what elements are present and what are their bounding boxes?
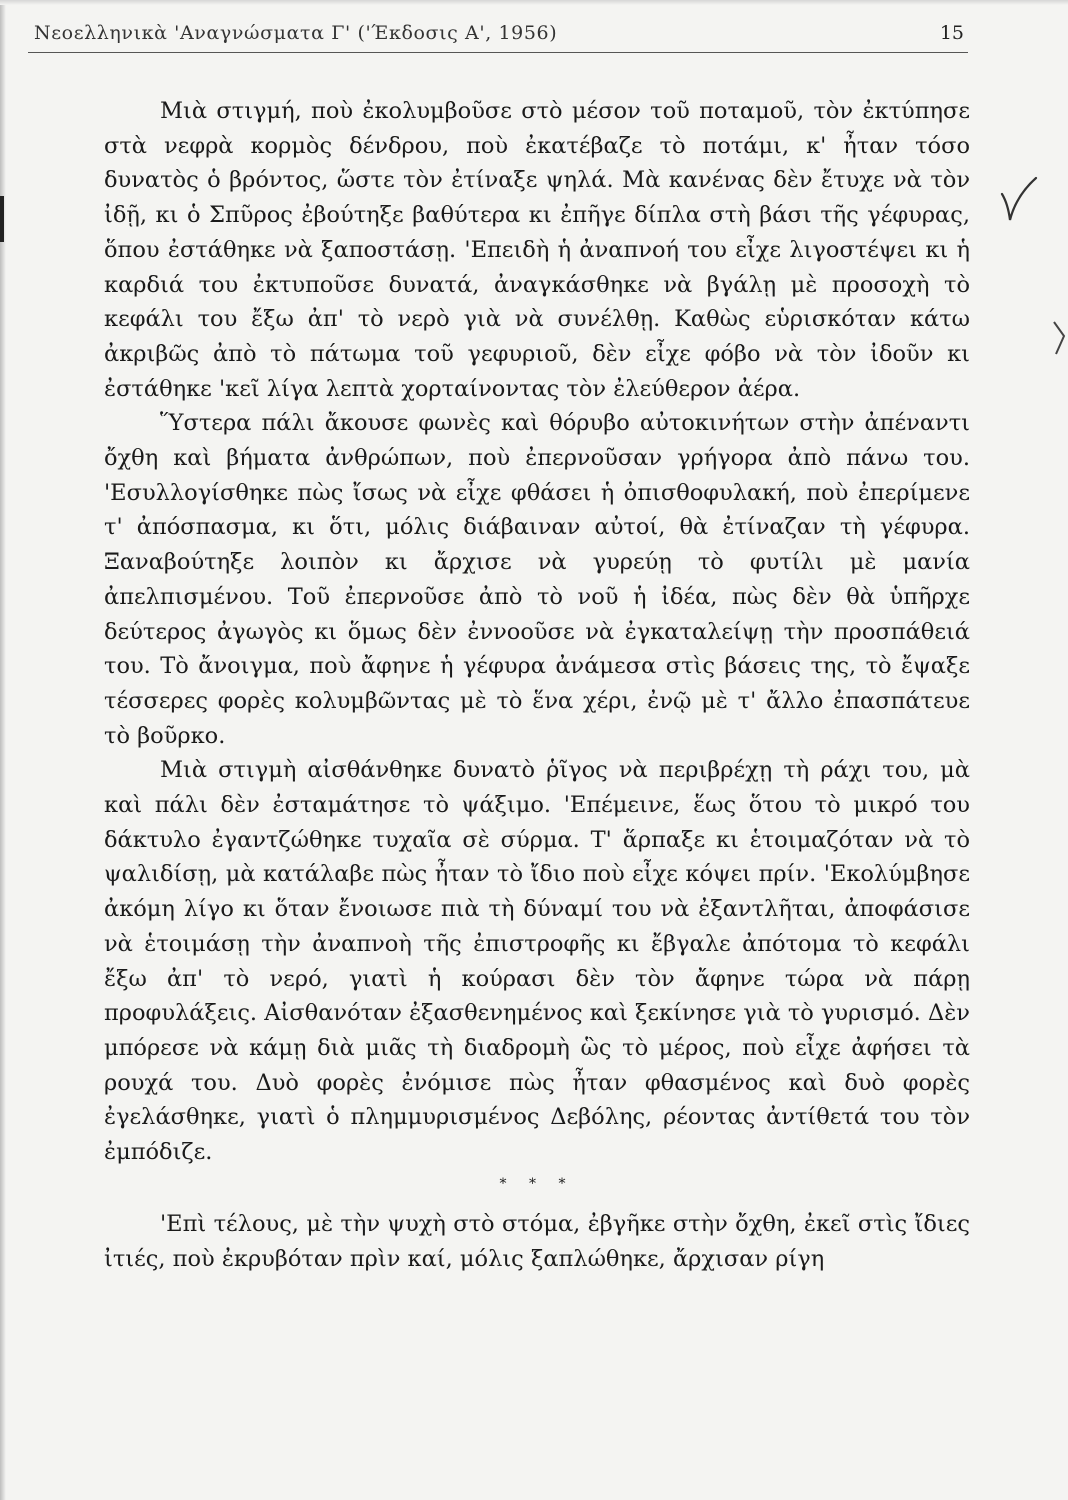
running-header [34,22,964,52]
handwritten-check-mark-icon [998,174,1038,224]
header-title: Νεοελληνικὰ 'Αναγνώσματα Γ' ('Έκδοσις Α', 1956) [34,22,558,44]
paragraph-4: 'Επὶ τέλους, μὲ τὴν ψυχὴ στὸ στόμα, ἐβγῆκε στὴν ὄχθη, ἐκεῖ στὶς ἴδιες ἰτιές, ποὺ ἐκρυβόταν πρὶν καί, μόλις ξαπλώθηκε, ἄρχισαν ρίγη [104,1210,970,1272]
paragraph-1: Μιὰ στιγμή, ποὺ ἐκολυμβοῦσε στὸ μέσον τοῦ ποταμοῦ, τὸν ἐκτύπησε στὰ νεφρὰ κορμὸς δένδρου, ποὺ ἐκατέβαζε τὸ ποτάμι, κ' ἦταν τόσο δυνατὸς ὁ βρόντος, ὥστε τὸν ἐτίναξε ψηλά. Μὰ κανένας δὲν ἔτυχε νὰ τὸν ἰδῇ, κι ὁ Σπῦρος ἐβούτηξε βαθύτερα κι ἐπῆγε δίπλα στὴ βάσι τῆς γέφυρας, ὅπου ἐστάθηκε νὰ ξαποστάσῃ. 'Επειδὴ ἡ ἀναπνοή του εἶχε λιγοστέψει κι ἡ καρδιά του ἐκτυποῦσε δυνατά, ἀναγκάσθηκε νὰ βγάλῃ μὲ προσοχὴ τὸ κεφάλι του ἔξω ἀπ' τὸ νερὸ γιὰ νὰ συνέλθῃ. Καθὼς εὑρισκόταν κάτω ἀκριβῶς ἀπὸ τὸ πάτωμα τοῦ γεφυριοῦ, δὲν εἶχε φόβο νὰ τὸν ἰδοῦν κι ἐστάθηκε 'κεῖ λίγα λεπτὰ χορταίνοντας τὸν ἐλεύθερον ἀέρα. [104,98,970,402]
page-number: 15 [939,22,964,44]
margin-pencil-mark-icon [1052,318,1068,358]
section-separator: * * * [499,1175,575,1192]
paragraph-2: Ὕστερα πάλι ἄκουσε φωνὲς καὶ θόρυβο αὐτοκινήτων στὴν ἀπέναντι ὄχθη καὶ βήματα ἀνθρώπων, ποὺ ἐπερνοῦσαν γρήγορα ἀπὸ πάνω του. 'Εσυλλογίσθηκε πὼς ἴσως νὰ εἶχε φθάσει ἡ ὀπισθοφυλακή, ποὺ ἐπερίμενε τ' ἀπόσπασμα, κι ὅτι, μόλις διάβαιναν αὐτοί, θὰ ἐτίναζαν τὴ γέφυρα. Ξαναβούτηξε λοιπὸν κι ἄρχισε νὰ γυρεύῃ τὸ φυτίλι μὲ μανία ἀπελπισμένου. Τοῦ ἐπερνοῦσε ἀπὸ τὸ νοῦ ἡ ἰδέα, πὼς δὲν θὰ ὑπῆρχε δεύτερος ἀγωγὸς κι ὅμως δὲν ἐννοοῦσε νὰ ἐγκαταλείψῃ τὴν προσπάθειά του. Τὸ ἄνοιγμα, ποὺ ἄφηνε ἡ γέφυρα ἀνάμεσα στὶς βάσεις της, τὸ ἔψαξε τέσσερες φορὲς κολυμβῶντας μὲ τὸ ἕνα χέρι, ἐνῷ μὲ τ' ἄλλο ἐπασπάτευε τὸ βοῦρκο. [104,410,970,749]
page-top-shadow [0,0,1068,5]
body-text [104,94,970,1276]
header-rule [28,52,968,53]
paragraph-3: Μιὰ στιγμὴ αἰσθάνθηκε δυνατὸ ῥῖγος νὰ περιβρέχῃ τὴ ράχι του, μὰ καὶ πάλι δὲν ἐσταμάτησε τὸ ψάξιμο. 'Επέμεινε, ἕως ὅτου τὸ μικρό του δάκτυλο ἐγαντζώθηκε τυχαῖα σὲ σύρμα. Τ' ἅρπαξε κι ἑτοιμαζόταν νὰ τὸ ψαλιδίσῃ, μὰ κατάλαβε πὼς ἦταν τὸ ἴδιο ποὺ εἶχε κόψει πρίν. 'Εκολύμβησε ἀκόμη λίγο κι ὅταν ἔνοιωσε πιὰ τὴ δύναμί του νὰ ἐξαντλῆται, ἀποφάσισε νὰ ἑτοιμάσῃ τὴν ἀναπνοὴ τῆς ἐπιστροφῆς κι ἔβγαλε ἀπότομα τὸ κεφάλι ἔξω ἀπ' τὸ νερό, γιατὶ ἡ κούρασι δὲν τὸν ἄφηνε τώρα νὰ πάρῃ προφυλάξεις. Αἰσθανόταν ἐξασθενημένος καὶ ξεκίνησε γιὰ τὸ γυρισμό. Δὲν μπόρεσε νὰ κάμῃ διὰ μιᾶς τὴ διαδρομὴ ὣς τὸ μέρος, ποὺ εἶχε ἀφήσει τὰ ρουχά του. Δυὸ φορὲς ἐνόμισε πὼς ἦταν φθασμένος καὶ δυὸ φορὲς ἐγελάσθηκε, γιατὶ ὁ πλημμυρισμένος Δεβόλης, ρέοντας ἀντίθετά του τὸν ἐμπόδιζε. [104,757,970,1166]
binding-mark [0,196,4,242]
